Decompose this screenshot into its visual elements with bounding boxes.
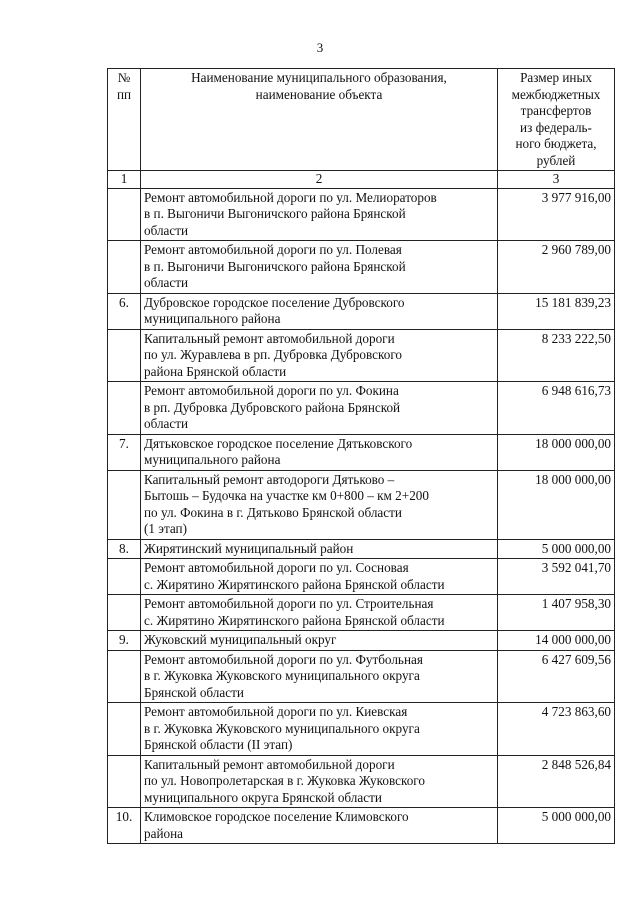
transfer-amount: 5 000 000,00 (498, 539, 615, 559)
municipality-name: Дятьковское городское поселение Дятьковского муниципального района (141, 434, 498, 470)
row-number: 7. (108, 434, 141, 470)
transfer-amount: 1 407 958,30 (498, 595, 615, 631)
municipality-row (108, 434, 615, 470)
object-row (108, 188, 615, 241)
object-row (108, 382, 615, 435)
transfers-table (107, 68, 615, 844)
object-row (108, 595, 615, 631)
row-number (108, 559, 141, 595)
row-number: 8. (108, 539, 141, 559)
object-row (108, 703, 615, 756)
transfer-amount: 3 592 041,70 (498, 559, 615, 595)
table-header-row (108, 69, 615, 171)
header-number: № пп (108, 69, 141, 171)
row-number (108, 329, 141, 382)
column-number: 2 (141, 171, 498, 189)
transfer-amount: 5 000 000,00 (498, 808, 615, 844)
header-amount: Размер иных межбюджетных трансфертов из федераль- ного бюджета, рублей (498, 69, 615, 171)
transfer-amount: 18 000 000,00 (498, 434, 615, 470)
municipality-row (108, 808, 615, 844)
transfer-amount: 2 848 526,84 (498, 755, 615, 808)
object-row (108, 650, 615, 703)
row-number (108, 595, 141, 631)
transfer-amount: 2 960 789,00 (498, 241, 615, 294)
object-row (108, 329, 615, 382)
object-name: Ремонт автомобильной дороги по ул. Футбольная в г. Жуковка Жуковского муниципального округа Брянской области (141, 650, 498, 703)
object-row (108, 559, 615, 595)
object-name: Ремонт автомобильной дороги по ул. Мелиораторов в п. Выгоничи Выгоничского района Брянской области (141, 188, 498, 241)
municipality-row (108, 293, 615, 329)
header-name: Наименование муниципального образования, наименование объекта (141, 69, 498, 171)
object-row (108, 470, 615, 539)
row-number (108, 382, 141, 435)
column-number: 3 (498, 171, 615, 189)
municipality-row (108, 631, 615, 651)
transfer-amount: 15 181 839,23 (498, 293, 615, 329)
object-name: Капитальный ремонт автомобильной дороги по ул. Журавлева в рп. Дубровка Дубровского района Брянской области (141, 329, 498, 382)
row-number (108, 650, 141, 703)
row-number: 10. (108, 808, 141, 844)
transfer-amount: 3 977 916,00 (498, 188, 615, 241)
transfer-amount: 6 948 616,73 (498, 382, 615, 435)
object-name: Ремонт автомобильной дороги по ул. Киевская в г. Жуковка Жуковского муниципального округа Брянской области (II этап) (141, 703, 498, 756)
object-name: Ремонт автомобильной дороги по ул. Полевая в п. Выгоничи Выгоничского района Брянской области (141, 241, 498, 294)
object-name: Капитальный ремонт автомобильной дороги по ул. Новопролетарская в г. Жуковка Жуковского муниципального округа Брянской области (141, 755, 498, 808)
column-number: 1 (108, 171, 141, 189)
row-number (108, 241, 141, 294)
row-number: 9. (108, 631, 141, 651)
transfer-amount: 18 000 000,00 (498, 470, 615, 539)
transfer-amount: 6 427 609,56 (498, 650, 615, 703)
row-number (108, 755, 141, 808)
transfer-amount: 4 723 863,60 (498, 703, 615, 756)
municipality-name: Климовское городское поселение Климовского района (141, 808, 498, 844)
object-name: Ремонт автомобильной дороги по ул. Фокина в рп. Дубровка Дубровского района Брянской области (141, 382, 498, 435)
municipality-name: Жирятинский муниципальный район (141, 539, 498, 559)
row-number (108, 703, 141, 756)
transfer-amount: 14 000 000,00 (498, 631, 615, 651)
object-name: Капитальный ремонт автодороги Дятьково – Бытошь – Будочка на участке км 0+800 – км 2+200 по ул. Фокина в г. Дятьково Брянской области (1 этап) (141, 470, 498, 539)
object-row (108, 241, 615, 294)
municipality-name: Жуковский муниципальный округ (141, 631, 498, 651)
municipality-name: Дубровское городское поселение Дубровского муниципального района (141, 293, 498, 329)
object-name: Ремонт автомобильной дороги по ул. Сосновая с. Жирятино Жирятинского района Брянской области (141, 559, 498, 595)
object-name: Ремонт автомобильной дороги по ул. Строительная с. Жирятино Жирятинского района Брянской области (141, 595, 498, 631)
row-number (108, 188, 141, 241)
municipality-row (108, 539, 615, 559)
transfer-amount: 8 233 222,50 (498, 329, 615, 382)
page-number: 3 (316, 40, 324, 55)
row-number (108, 470, 141, 539)
column-number-row (108, 171, 615, 189)
row-number: 6. (108, 293, 141, 329)
object-row (108, 755, 615, 808)
